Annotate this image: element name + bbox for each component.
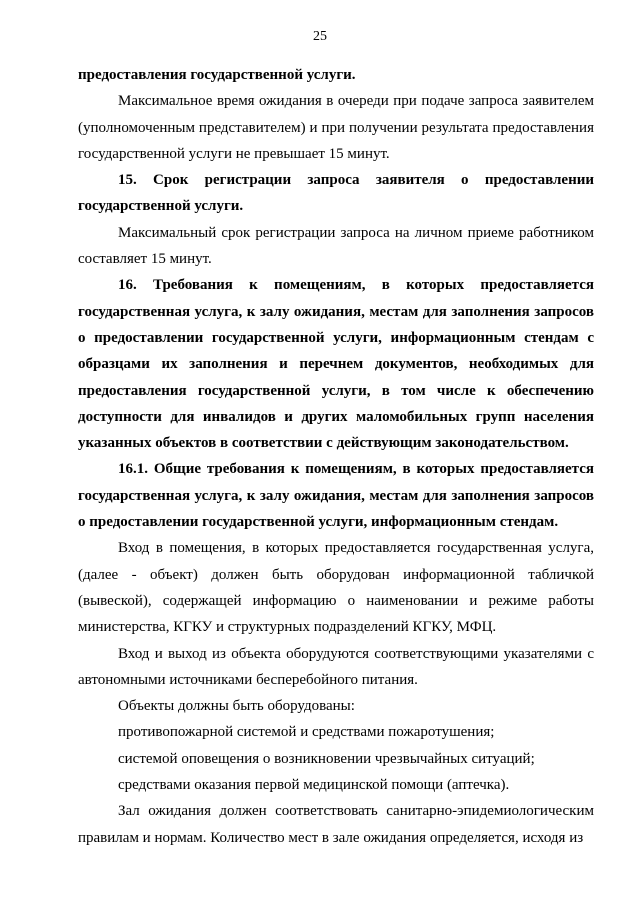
- list-item-first-aid: средствами оказания первой медицинской помощи (аптечка).: [118, 777, 510, 794]
- list-item-alert-system: системой оповещения о возникновении чрезвычайных ситуаций;: [118, 750, 535, 767]
- paragraph-registration-time: Максимальный срок регистрации запроса на личном приеме работником составляет 15 минут.: [78, 224, 594, 268]
- section-heading-15: 15. Срок регистрации запроса заявителя о предоставлении государственной услуги.: [78, 172, 594, 215]
- paragraph-queue-wait-time: Максимальное время ожидания в очереди при подаче запроса заявителем (уполномоченным представителем) и при получении результата предоставления государственной услуги не превышает 15 минут.: [78, 93, 594, 162]
- paragraph-entrance-sign: Вход в помещения, в которых предоставляется государственная услуга, (далее - объект) должен быть оборудован информационной табличкой (вывеской), содержащей информацию о наименовании и режиме работы министерства, КГКУ и структурных подразделений КГКУ, МФЦ.: [78, 540, 594, 636]
- list-item-fire-system: противопожарной системой и средствами пожаротушения;: [118, 724, 495, 741]
- section-heading-16: 16. Требования к помещениям, в которых предоставляется государственная услуга, к залу ожидания, местам для заполнения запросов о предоставлении государственной услуги, информационным стендам с образцами их заполнения и перечнем документов, необходимых для предоставления государственной услуги, в том числе к обеспечению доступности для инвалидов и других маломобильных групп населения указанных объектов в соответствии с действующим законодательством.: [78, 277, 594, 452]
- section-heading-16-1: 16.1. Общие требования к помещениям, в которых предоставляется государственная услуга, к залу ожидания, местам для заполнения запросов о предоставлении государственной услуги, информационным стендам.: [78, 461, 594, 531]
- paragraph-continuation: предоставления государственной услуги.: [78, 67, 356, 83]
- paragraph-entrance-exit: Вход и выход из объекта оборудуются соответствующими указателями с автономными источниками бесперебойного питания.: [78, 645, 594, 688]
- paragraph-equipment-intro: Объекты должны быть оборудованы:: [118, 698, 355, 715]
- page-number: 25: [313, 29, 327, 44]
- paragraph-waiting-room: Зал ожидания должен соответствовать санитарно-эпидемиологическим правилам и нормам. Количество мест в зале ожидания определяется, исходя из: [78, 803, 594, 846]
- body-text: [78, 62, 594, 851]
